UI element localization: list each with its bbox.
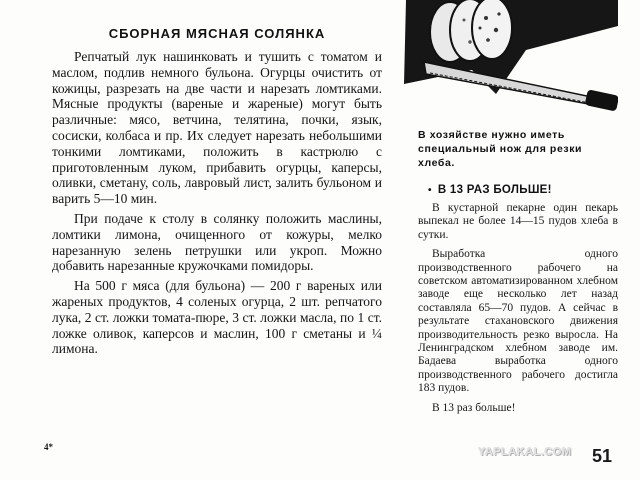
page-number: 51 xyxy=(592,446,613,466)
sidebar-paragraph: В 13 раз больше! xyxy=(432,401,516,414)
sidebar-heading xyxy=(418,184,618,196)
sidebar-column xyxy=(418,184,618,415)
watermark: YAPLAKAL.COM xyxy=(478,446,572,458)
signature-mark: 4* xyxy=(44,442,53,452)
recipe-paragraph: Репчатый лук нашинковать и тушить с томатом и маслом, подлив немного бульона. Огурцы очистить от кожицы, разрезать на две части и нарезать ломтиками. Мясные продукты (вареные и жареные) могут быть различные: мясо, ветчина, телятина, почки, язык, сосиски, колбаса и пр. Их следует нарезать небольшими тонкими ломтиками, положить в кастрюлю с приготовленным луком, прибавить огурцы, каперсы, оливки, сметану, соль, лавровый лист, залить бульоном и варить 5—10 мин. xyxy=(52,49,382,207)
recipe-title: СБОРНАЯ МЯСНАЯ СОЛЯНКА xyxy=(108,26,326,41)
illustration-caption: В хозяйстве нужно иметь специальный нож для резки хлеба. xyxy=(418,129,583,169)
sidebar-paragraph: Выработка одного производственного рабочего на советском автоматизированном хлебном заводе еще несколько лет назад составляла 65—70 пудов. А сейчас в результате стахановского движения производительность резко выросла. На Ленинградском хлебном заводе им. Бадаева выработка одного производственного рабочего достигла 183 пудов. xyxy=(418,248,618,395)
bread-slices-icon xyxy=(430,0,512,62)
sidebar-paragraph: В кустарной пекарне один пекарь выпекал не более 14—15 пудов хлеба в сутки. xyxy=(418,202,618,241)
bullet-icon: • xyxy=(428,185,432,196)
recipe-column xyxy=(52,26,382,357)
recipe-paragraph: На 500 г мяса (для бульона) — 200 г вареных или жареных продуктов, 4 соленых огурца, 2 шт. репчатого лука, 2 ст. ложки томата-пюре, 3 ст. ложки масла, по 1 ст. ложке оливок, каперсов и маслин, 100 г сметаны и ¼ лимона. xyxy=(52,278,382,357)
recipe-paragraph: При подаче к столу в солянку положить маслины, ломтики лимона, очищенного от кожуры, мелко нарезанную зелень петрушки или укроп. Можно добавить нарезанные кружочками помидоры. xyxy=(52,210,382,274)
sidebar-heading-text: В 13 РАЗ БОЛЬШЕ! xyxy=(437,184,552,196)
bread-knife-illustration xyxy=(400,0,618,120)
